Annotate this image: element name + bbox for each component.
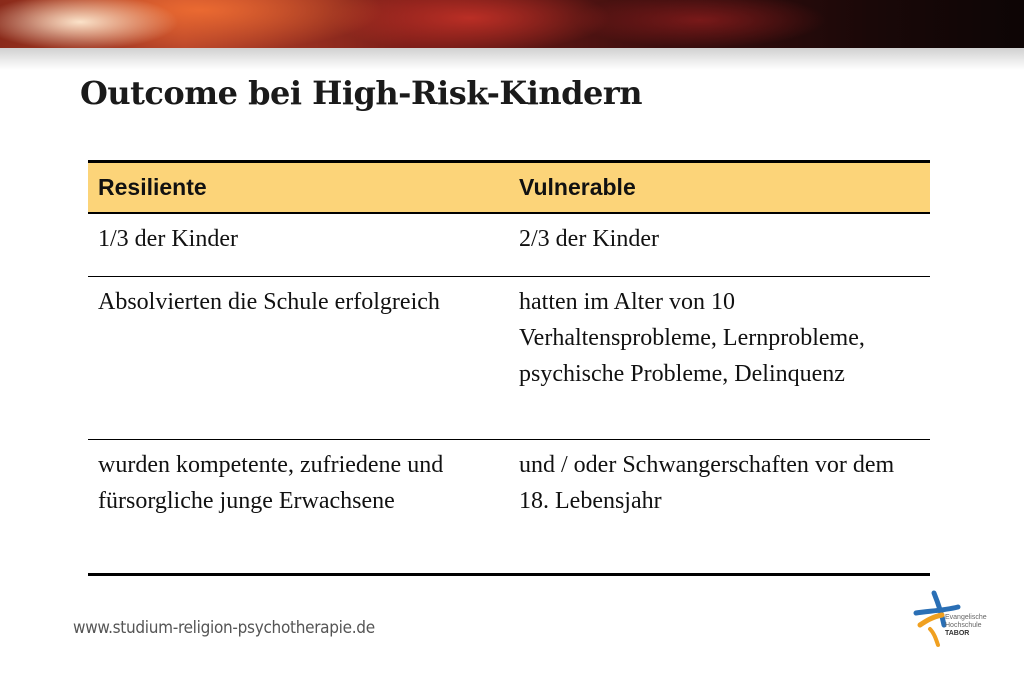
logo-line-1: Evangelische xyxy=(945,614,987,621)
header-banner xyxy=(0,0,1024,48)
table-cell: hatten im Alter von 10 Verhaltensprobleme, Lernprobleme, psychische Probleme, Delinquenz xyxy=(519,289,865,387)
footer-url: www.studium-religion-psychotherapie.de xyxy=(73,618,375,638)
banner-shadow xyxy=(0,48,1024,70)
logo-line-2: Hochschule xyxy=(945,622,982,629)
table-cell: Absolvierten die Schule erfolgreich xyxy=(98,289,440,315)
slide-title: Outcome bei High-Risk-Kindern xyxy=(80,74,642,112)
table-cell: 1/3 der Kinder xyxy=(98,226,238,252)
table-cell: und / oder Schwangerschaften vor dem 18. Lebensjahr xyxy=(519,452,895,514)
outcome-table xyxy=(88,160,930,576)
logo-line-3: TABOR xyxy=(945,630,970,637)
header-vulnerable: Vulnerable xyxy=(519,174,636,200)
header-resiliente: Resiliente xyxy=(98,174,207,200)
logo-text xyxy=(945,614,987,638)
table-header-row xyxy=(88,163,930,214)
table-row xyxy=(88,214,930,277)
table-cell: 2/3 der Kinder xyxy=(519,226,659,252)
table-row xyxy=(88,277,930,440)
table-cell: wurden kompetente, zufriedene und fürsorgliche junge Erwachsene xyxy=(98,452,444,514)
table-row xyxy=(88,440,930,573)
